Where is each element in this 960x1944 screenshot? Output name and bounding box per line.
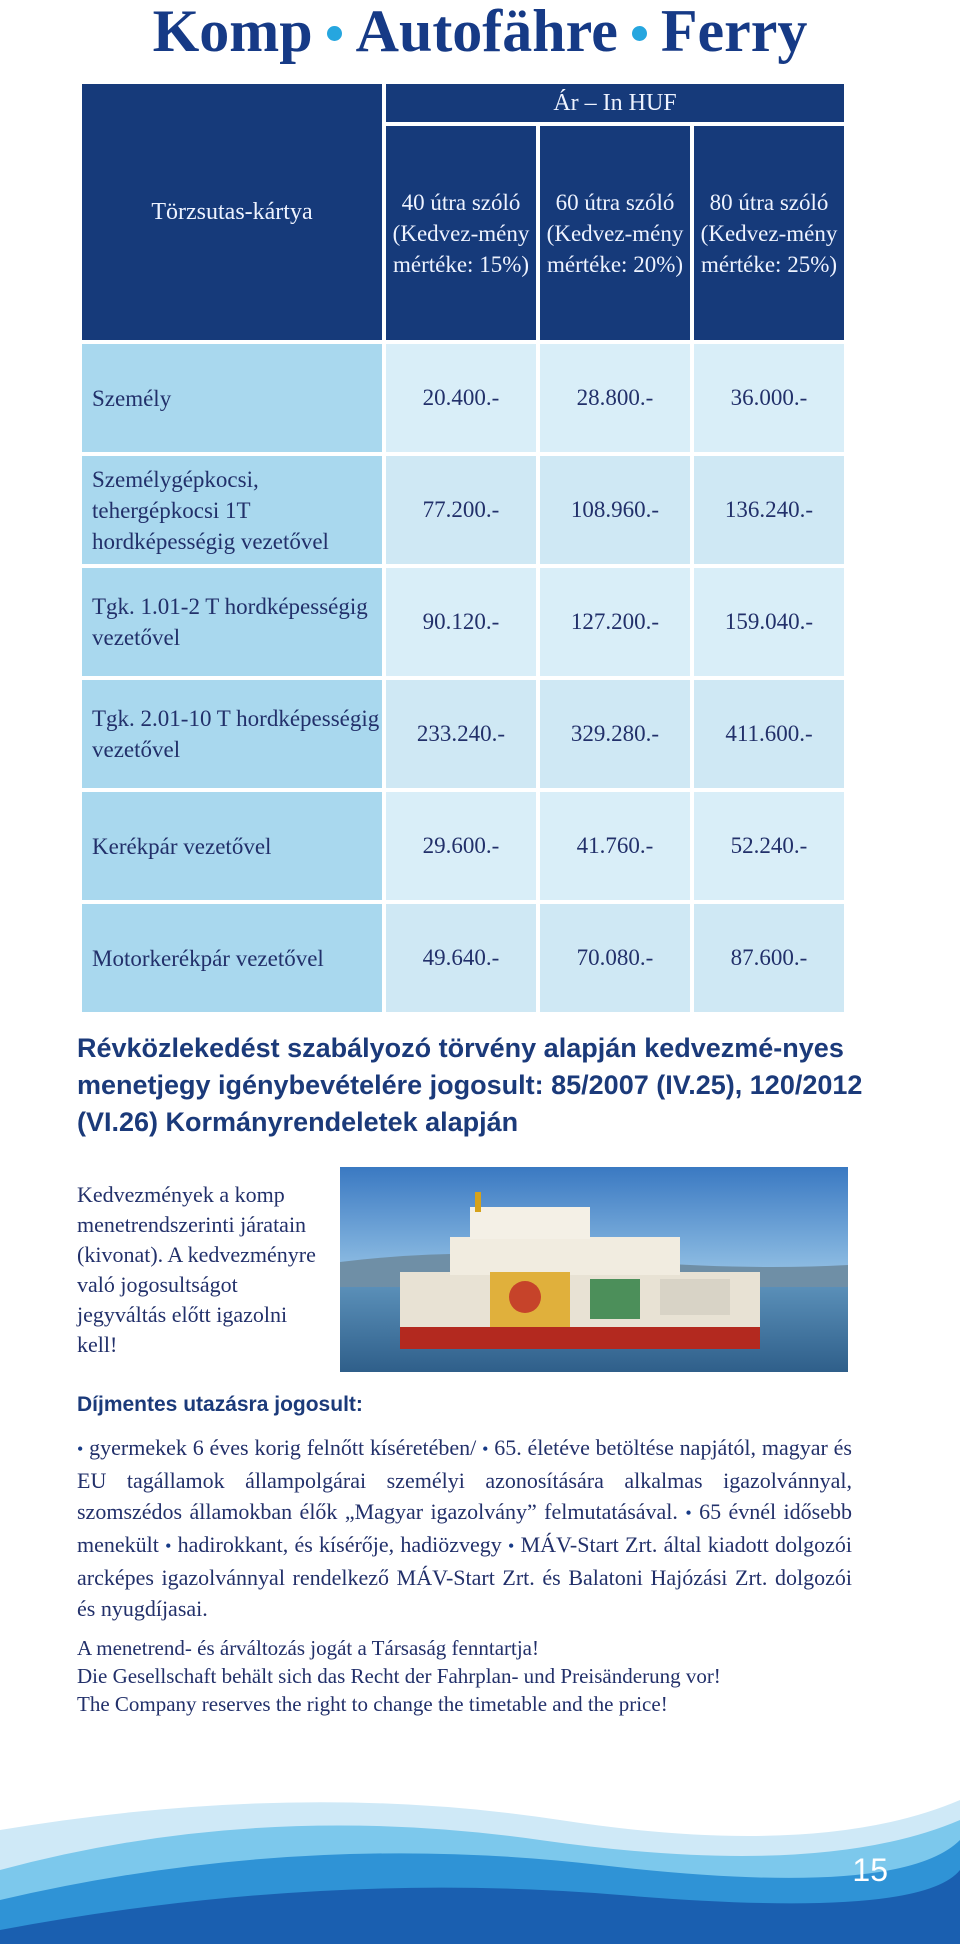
regulation-notice: Révközlekedést szabályozó törvény alapján kedvezmé-nyes menetjegy igénybevételére jogosult: 85/2007 (IV.25), 120/2012 (VI.26) Kormányrendeletek alapján — [77, 1033, 863, 1137]
price-cell: 70.080.- — [540, 904, 690, 1012]
bullet-icon: • — [508, 1536, 515, 1556]
row-label: Személy — [82, 344, 382, 452]
price-cell: 28.800.- — [540, 344, 690, 452]
price-cell: 77.200.- — [386, 456, 536, 564]
price-cell: 29.600.- — [386, 792, 536, 900]
footer-note-de: Die Gesellschaft behält sich das Recht der Fahrplan- und Preisänderung vor! — [77, 1664, 721, 1688]
free-item: 65. életéve betöltése napjától, magyar és EU tagállamok állampolgárai személyi azonosítására alkalmas igazolvánnyal, szomszédos államokban élők „Magyar igazolvány” felmutatásával. — [77, 1435, 852, 1524]
price-cell: 36.000.- — [694, 344, 844, 452]
card-header: Törzsutas-kártya — [82, 84, 382, 340]
table-row — [82, 456, 844, 564]
table-row — [82, 680, 844, 788]
row-label: Kerékpár vezetővel — [82, 792, 382, 900]
price-table — [78, 80, 848, 1016]
bullet-dot-icon — [632, 26, 647, 41]
ferry-photo — [340, 1167, 848, 1372]
free-item: gyermekek 6 éves korig felnőtt kíséretében/ — [89, 1435, 477, 1460]
free-item: 65 évnél idősebb menekült — [77, 1499, 852, 1557]
wave-decoration — [0, 1760, 960, 1944]
price-cell: 108.960.- — [540, 456, 690, 564]
column-header: 40 útra szóló (Kedvez-mény mértéke: 15%) — [386, 126, 536, 340]
price-cell: 127.200.- — [540, 568, 690, 676]
page-title — [0, 0, 960, 70]
price-header: Ár – In HUF — [386, 84, 844, 122]
column-header: 80 útra szóló (Kedvez-mény mértéke: 25%) — [694, 126, 844, 340]
price-cell: 136.240.- — [694, 456, 844, 564]
bullet-icon: • — [77, 1439, 84, 1459]
price-cell: 411.600.- — [694, 680, 844, 788]
title-autofaehre: Autofähre — [355, 0, 618, 64]
row-label: Tgk. 2.01-10 T hordképességig vezetővel — [82, 680, 382, 788]
row-label: Tgk. 1.01-2 T hordképességig vezetővel — [82, 568, 382, 676]
free-item: hadirokkant, és kísérője, hadiözvegy — [177, 1532, 502, 1557]
price-cell: 52.240.- — [694, 792, 844, 900]
title-komp: Komp — [152, 0, 313, 64]
column-header: 60 útra szóló (Kedvez-mény mértéke: 20%) — [540, 126, 690, 340]
free-item: MÁV-Start Zrt. által kiadott dolgozói arcképes igazolvánnyal rendelkező MÁV-Start Zrt. és Balatoni Hajózási Zrt. dolgozói és nyugdíjasai. — [77, 1532, 853, 1621]
table-row — [82, 568, 844, 676]
bullet-icon: • — [165, 1536, 172, 1556]
free-travel-heading: Díjmentes utazásra jogosult: — [77, 1393, 363, 1416]
price-cell: 41.760.- — [540, 792, 690, 900]
footer-notes — [77, 1634, 877, 1718]
price-cell: 20.400.- — [386, 344, 536, 452]
price-cell: 90.120.- — [386, 568, 536, 676]
price-cell: 329.280.- — [540, 680, 690, 788]
bullet-icon: • — [482, 1439, 489, 1459]
table-row — [82, 904, 844, 1012]
price-cell: 233.240.- — [386, 680, 536, 788]
title-ferry: Ferry — [660, 0, 808, 64]
row-label: Személygépkocsi, tehergépkocsi 1T hordképességig vezetővel — [82, 456, 382, 564]
footer-note-hu: A menetrend- és árváltozás jogát a Társaság fenntartja! — [77, 1636, 539, 1660]
price-cell: 87.600.- — [694, 904, 844, 1012]
price-cell: 159.040.- — [694, 568, 844, 676]
page-number: 15 — [852, 1852, 888, 1888]
bullet-dot-icon — [327, 26, 342, 41]
table-row — [82, 792, 844, 900]
table-row — [82, 344, 844, 452]
discount-text: Kedvezmények a komp menetrendszerinti járatain (kivonat). A kedvezményre való jogosultságot jegyváltás előtt igazolni kell! — [77, 1182, 316, 1357]
free-travel-list — [77, 1432, 852, 1624]
price-cell: 49.640.- — [386, 904, 536, 1012]
bullet-icon: • — [685, 1503, 692, 1523]
row-label: Motorkerékpár vezetővel — [82, 904, 382, 1012]
footer-note-en: The Company reserves the right to change the timetable and the price! — [77, 1692, 668, 1716]
